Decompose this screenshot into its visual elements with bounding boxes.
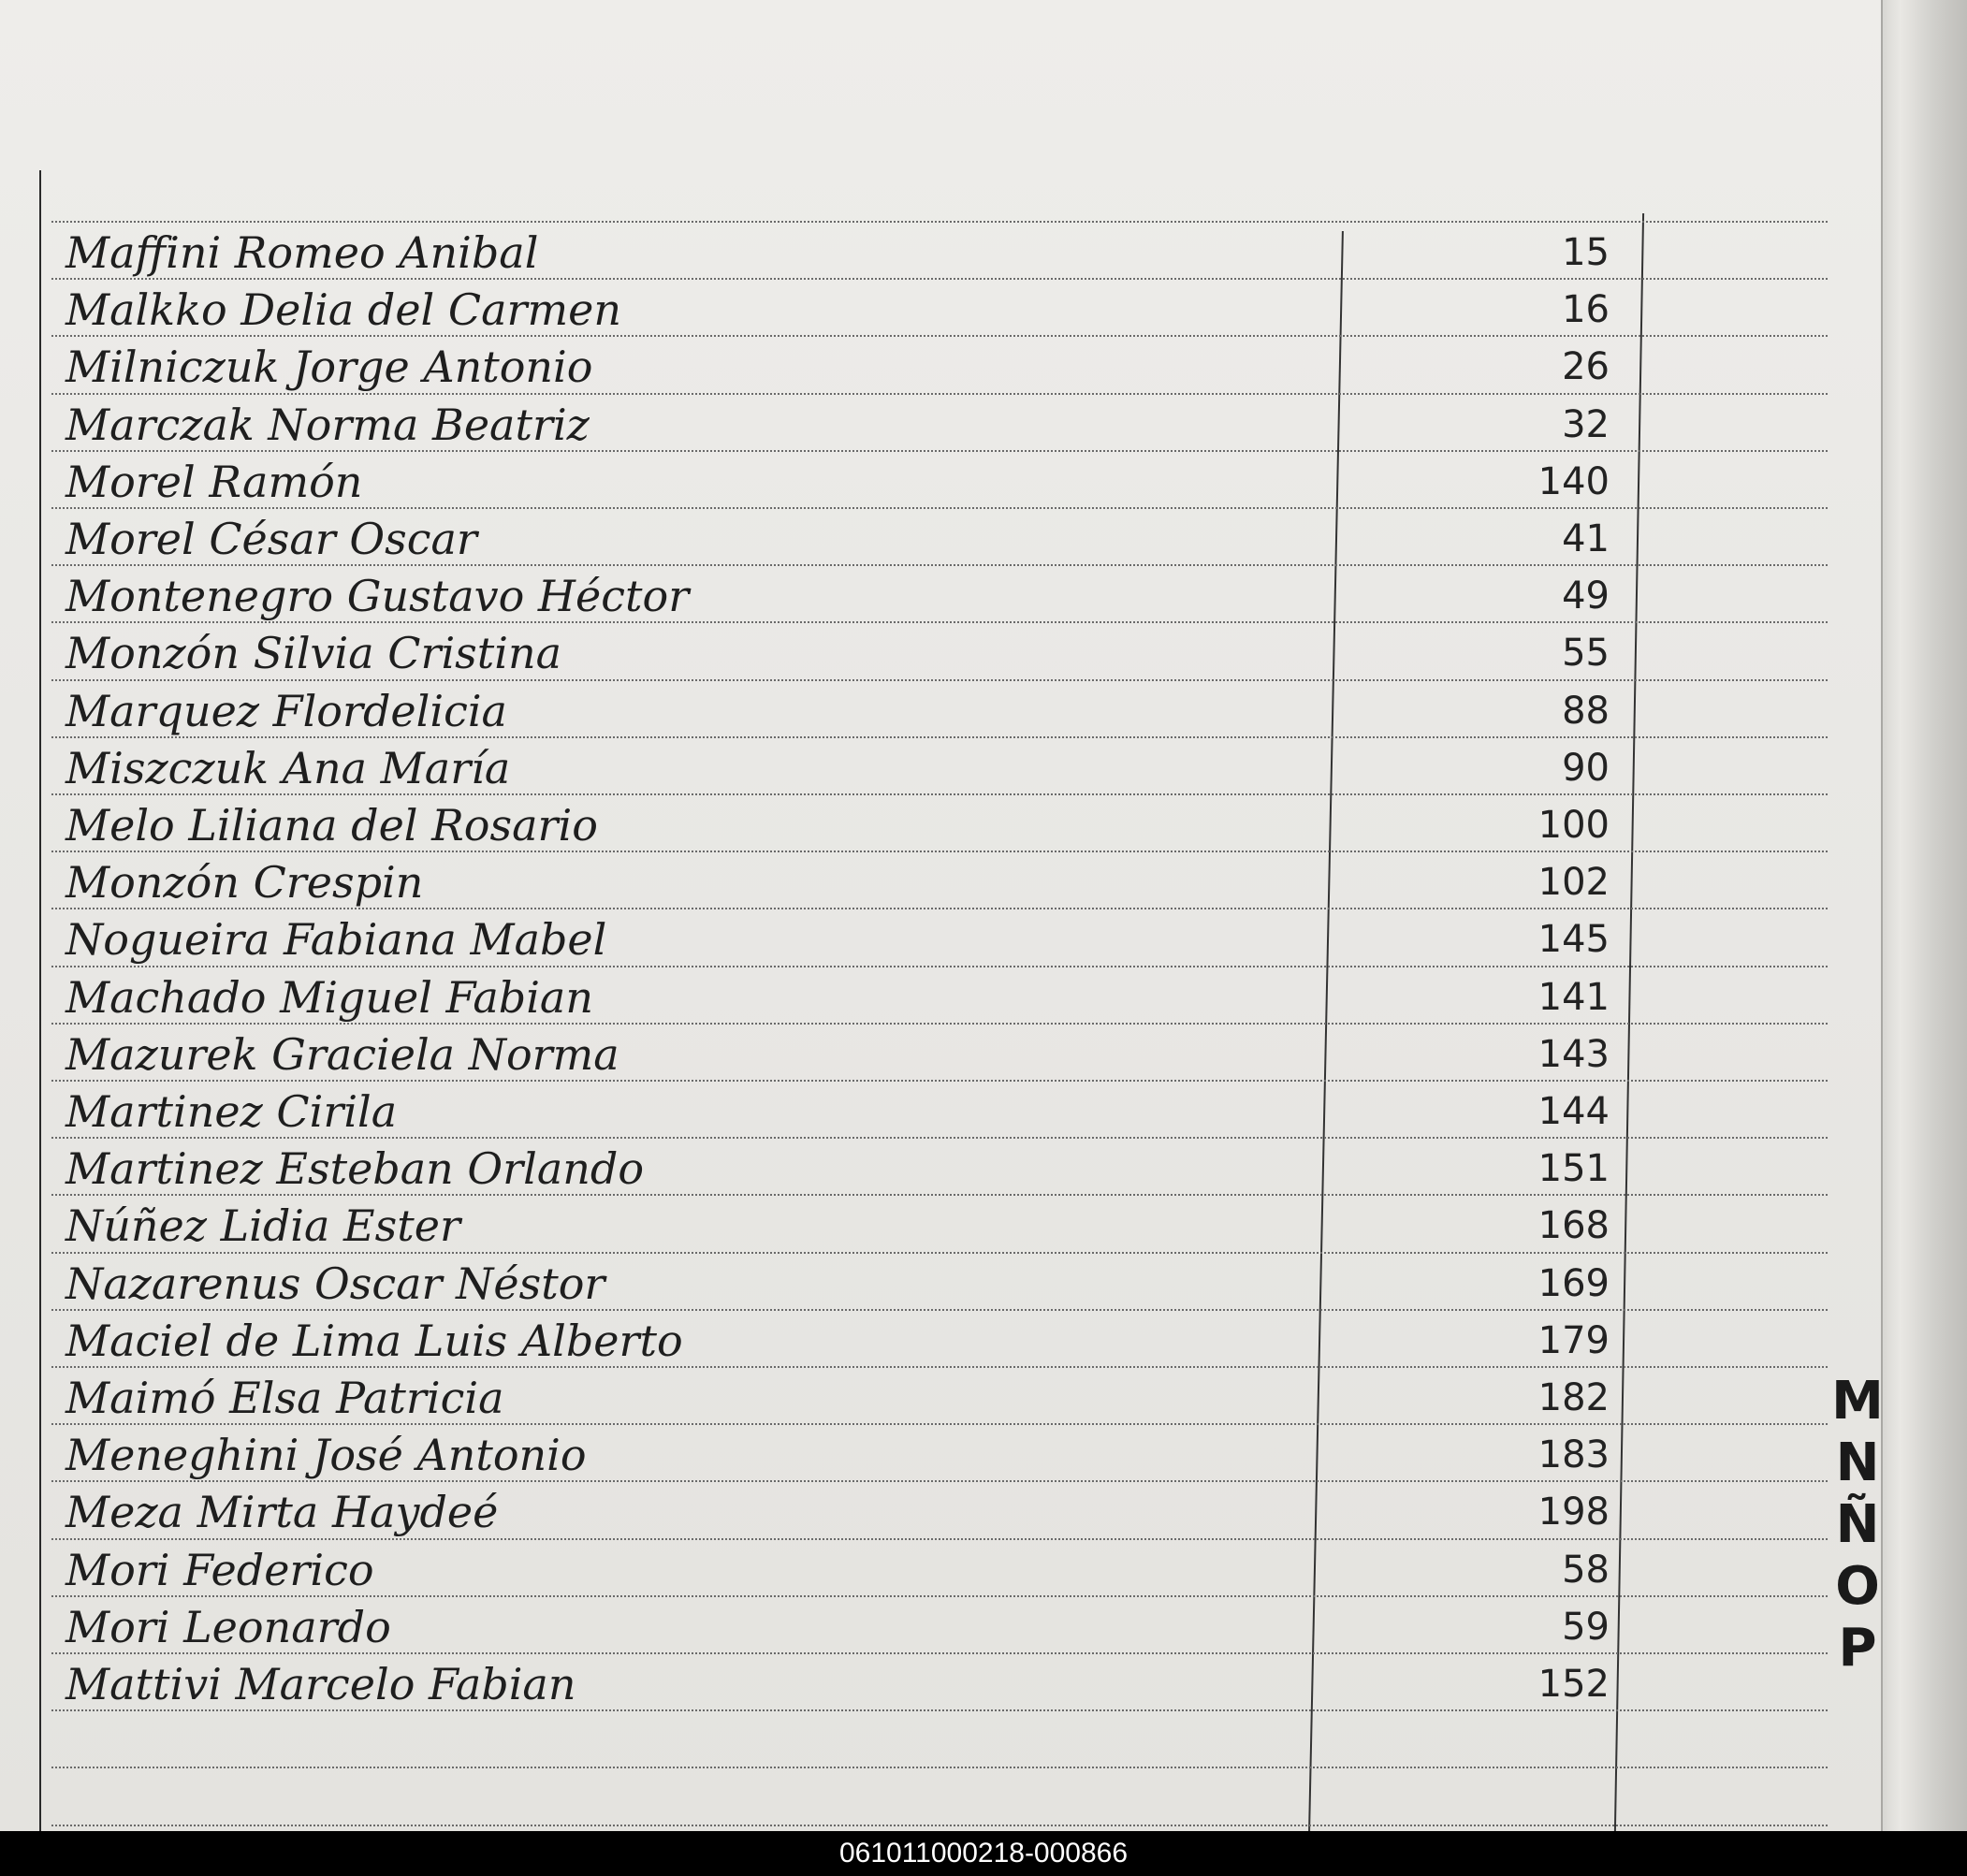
entry-number: 169 bbox=[1537, 1261, 1610, 1305]
entry-number: 58 bbox=[1562, 1548, 1610, 1592]
entry-name: Montenegro Gustavo Héctor bbox=[66, 571, 690, 622]
entry-name: Morel César Oscar bbox=[66, 514, 477, 564]
entry-number: 168 bbox=[1537, 1204, 1610, 1248]
entry-number: 152 bbox=[1537, 1663, 1610, 1706]
entry-name: Marczak Norma Beatriz bbox=[66, 399, 590, 450]
index-tab-n[interactable]: N bbox=[1835, 1432, 1880, 1493]
index-tab-enie[interactable]: Ñ bbox=[1835, 1494, 1880, 1555]
entry-number: 49 bbox=[1562, 574, 1610, 618]
entry-name: Morel Ramón bbox=[66, 456, 363, 507]
entry-number: 198 bbox=[1537, 1491, 1610, 1534]
entry-number: 88 bbox=[1562, 689, 1610, 733]
entry-name: Meza Mirta Haydeé bbox=[66, 1487, 499, 1538]
entry-number: 26 bbox=[1562, 345, 1610, 389]
entry-number: 15 bbox=[1562, 231, 1610, 274]
entry-name: Marquez Flordelicia bbox=[66, 685, 507, 736]
entry-number: 179 bbox=[1537, 1318, 1610, 1362]
entry-name: Mori Federico bbox=[66, 1544, 374, 1595]
document-id: 061011000218-000866 bbox=[838, 1838, 1129, 1869]
entry-number: 151 bbox=[1537, 1147, 1610, 1191]
ruled-line bbox=[51, 1825, 1828, 1826]
entry-number: 55 bbox=[1562, 632, 1610, 676]
ruled-line bbox=[51, 1767, 1828, 1768]
entry-name: Mori Leonardo bbox=[66, 1601, 391, 1652]
entry-number: 102 bbox=[1537, 861, 1610, 905]
entry-number: 41 bbox=[1562, 517, 1610, 560]
entry-name: Melo Liliana del Rosario bbox=[66, 800, 598, 851]
entry-name: Monzón Silvia Cristina bbox=[66, 628, 562, 679]
entry-number: 140 bbox=[1537, 459, 1610, 503]
index-tab-o[interactable]: O bbox=[1835, 1556, 1880, 1617]
entry-number: 145 bbox=[1537, 918, 1610, 962]
entry-name: Meneghini José Antonio bbox=[66, 1430, 587, 1481]
entry-name: Mattivi Marcelo Fabian bbox=[66, 1659, 576, 1709]
entry-name: Miszczuk Ana María bbox=[66, 742, 511, 793]
entry-number: 183 bbox=[1537, 1433, 1610, 1477]
alphabet-index-tabs bbox=[1825, 1371, 1890, 1680]
entry-name: Milniczuk Jorge Antonio bbox=[66, 342, 593, 393]
index-tab-p[interactable]: P bbox=[1838, 1618, 1877, 1679]
entry-number: 90 bbox=[1562, 746, 1610, 790]
entry-name: Nogueira Fabiana Mabel bbox=[66, 914, 607, 966]
entry-name: Machado Miguel Fabian bbox=[66, 971, 593, 1023]
entry-number: 141 bbox=[1537, 975, 1610, 1019]
left-margin-rule bbox=[39, 170, 41, 1831]
entry-name: Nazarenus Oscar Néstor bbox=[66, 1258, 605, 1309]
page-edge bbox=[1881, 0, 1967, 1831]
entry-name: Maciel de Lima Luis Alberto bbox=[66, 1315, 683, 1366]
index-tab-m[interactable]: M bbox=[1831, 1371, 1884, 1432]
entry-number: 100 bbox=[1537, 804, 1610, 847]
entry-name: Mazurek Graciela Norma bbox=[66, 1028, 619, 1080]
entry-name: Maffini Romeo Anibal bbox=[66, 227, 539, 278]
name-column-divider bbox=[1308, 231, 1344, 1831]
entry-name: Maimó Elsa Patricia bbox=[66, 1373, 504, 1423]
entry-number: 59 bbox=[1562, 1605, 1610, 1649]
entry-name: Malkko Delia del Carmen bbox=[66, 284, 621, 336]
entry-number: 182 bbox=[1537, 1376, 1610, 1419]
entry-name: Martinez Cirila bbox=[66, 1086, 398, 1137]
entry-name: Martinez Esteban Orlando bbox=[66, 1143, 645, 1195]
footer-bar bbox=[0, 1831, 1967, 1876]
ruled-line bbox=[51, 221, 1828, 223]
entry-number: 16 bbox=[1562, 288, 1610, 332]
entry-name: Núñez Lidia Ester bbox=[66, 1200, 460, 1252]
entry-number: 32 bbox=[1562, 402, 1610, 446]
entry-number: 144 bbox=[1537, 1090, 1610, 1133]
entry-number: 143 bbox=[1537, 1032, 1610, 1076]
entry-name: Monzón Crespin bbox=[66, 857, 424, 909]
